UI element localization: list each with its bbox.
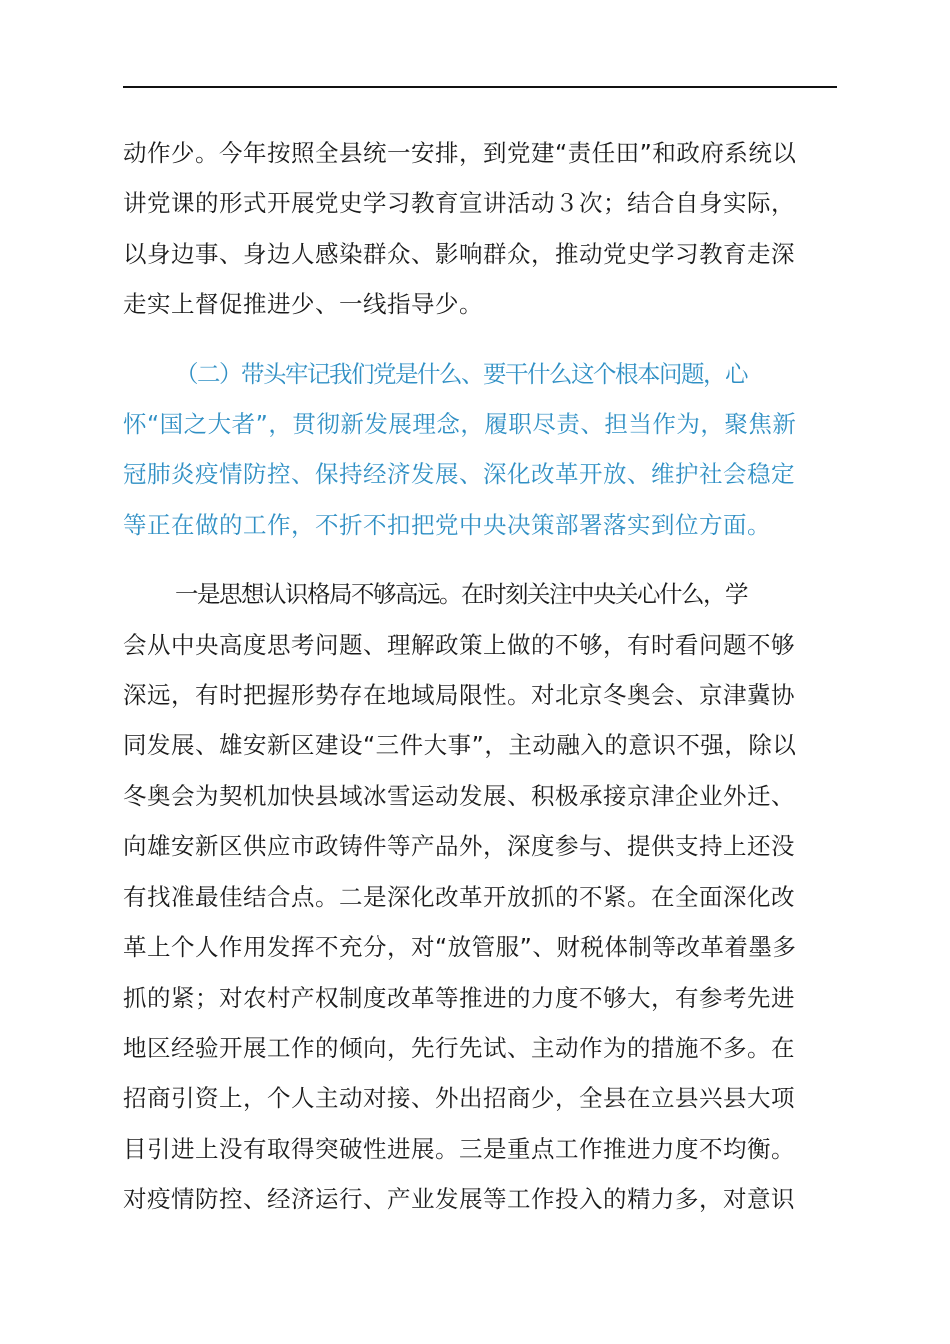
header-rule (123, 86, 837, 88)
text-line: 冬奥会为契机加快县域冰雪运动发展、积极承接京津企业外迁、 (123, 781, 795, 810)
text-line: 对疫情防控、经济运行、产业发展等工作投入的精力多，对意识 (123, 1185, 795, 1214)
document-body (123, 128, 839, 1225)
text-line: 一是思想认识格局不够高远。在时刻关注中央关心什么，学 (175, 580, 747, 609)
body-paragraph (123, 569, 839, 1224)
text-line: 会从中央高度思考问题、理解政策上做的不够，有时看问题不够 (123, 630, 795, 659)
text-line: 革上个人作用发挥不充分，对“放管服”、财税体制等改革着墨多 (123, 933, 797, 962)
text-line: 以身边事、身边人感染群众、影响群众，推动党史学习教育走深 (123, 239, 795, 268)
heading-line: 冠肺炎疫情防控、保持经济发展、深化改革开放、维护社会稳定 (123, 460, 795, 489)
text-line: 招商引资上，个人主动对接、外出招商少，全县在立县兴县大项 (123, 1084, 795, 1113)
heading-line: （二）带头牢记我们党是什么、要干什么这个根本问题，心 (175, 359, 747, 388)
heading-line: 等正在做的工作，不折不扣把党中央决策部署落实到位方面。 (123, 510, 771, 539)
text-line: 有找准最佳结合点。二是深化改革开放抓的不紧。在全面深化改 (123, 882, 795, 911)
section-heading (123, 349, 839, 551)
text-line: 走实上督促推进少、一线指导少。 (123, 290, 483, 319)
text-line: 同发展、雄安新区建设“三件大事”，主动融入的意识不强，除以 (123, 731, 797, 760)
text-line: 动作少。今年按照全县统一安排，到党建“责任田”和政府系统以 (123, 139, 797, 167)
text-line: 讲党课的形式开展党史学习教育宣讲活动３次；结合自身实际， (123, 189, 795, 218)
text-line: 地区经验开展工作的倾向，先行先试、主动作为的措施不多。在 (123, 1033, 795, 1062)
text-line: 目引进上没有取得突破性进展。三是重点工作推进力度不均衡。 (123, 1134, 795, 1163)
text-line: 深远，有时把握形势存在地域局限性。对北京冬奥会、京津冀协 (123, 681, 795, 710)
heading-line: 怀“国之大者”，贯彻新发展理念，履职尽责、担当作为，聚焦新 (123, 410, 797, 439)
text-line: 向雄安新区供应市政铸件等产品外，深度参与、提供支持上还没 (123, 832, 795, 861)
paragraph-continuation (123, 128, 839, 330)
text-line: 抓的紧；对农村产权制度改革等推进的力度不够大，有参考先进 (123, 983, 795, 1012)
